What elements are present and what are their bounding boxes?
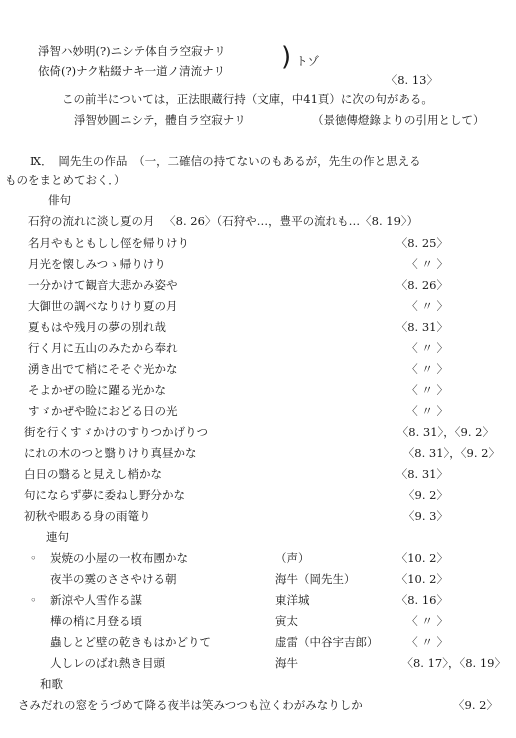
renku-date-2: 〈10. 2〉 [395, 572, 448, 586]
renku-mark: ◦ [30, 593, 37, 607]
haiku-text: 名月やもとも [28, 236, 97, 250]
renku-author-4: 寅太 [275, 614, 298, 628]
haiku-date-10: 〈 〃 〉 [406, 404, 448, 418]
intro-date: 〈8. 13〉 [385, 73, 438, 87]
renku-author-2: 海牛（岡先生） [275, 572, 356, 586]
renku-date-1: 〈10. 2〉 [395, 551, 448, 565]
intro-line-2: 依倚(?)ナク粘綴ナキ一道ノ清流ナリ [38, 64, 226, 78]
haiku-heading: 俳句 [48, 193, 71, 207]
waka-text: さみだれの窓をうづめて降る夜半は笑みつつも泣くわがみなりしか [18, 698, 363, 712]
intro-toso: トゾ [296, 54, 319, 68]
haiku-date-13: 〈8. 31〉 [395, 467, 448, 481]
haiku-2 [28, 236, 189, 250]
waka-heading: 和歌 [40, 677, 63, 691]
haiku-date-14: 〈9. 2〉 [403, 488, 448, 502]
haiku-date-12: 〈8. 31〉，〈9. 2〉 [402, 446, 500, 460]
renku-1: 炭焼の小屋の一枚布圑かな [50, 551, 188, 565]
renku-3: 新涼や人雪作る謀 [50, 593, 142, 607]
haiku-text-part: しし [97, 236, 120, 250]
haiku-date-2: 〈8. 25〉 [395, 236, 448, 250]
waka-date: 〈9. 2〉 [453, 698, 498, 712]
intro-note: この前半については，正法眼蔵行持（文庫，中41頁）に次の句がある。 [62, 92, 433, 106]
renku-author-1: （声） [275, 551, 310, 565]
haiku-7: 行く月に五山のみたから奉れ [28, 341, 178, 355]
renku-mark: ◦ [30, 551, 37, 565]
haiku-14: 句にならず夢に委ねし野分かな [24, 488, 185, 502]
section-heading: Ⅸ． 岡先生の作品 （一，二確信の持てないのもあるが，先生の作と思える [30, 154, 421, 168]
renku-author-5: 虚雷（中谷宇吉郎） [275, 635, 379, 649]
haiku-text: 石狩の流れに淡し夏の月 [28, 214, 155, 228]
haiku-11: 街を行くすゞかけのすりつかげりつ [24, 425, 208, 439]
renku-date-3: 〈8. 16〉 [395, 593, 448, 607]
intro-brace: ) [281, 42, 292, 72]
haiku-10: すゞかぜや睑におどる日の光 [28, 404, 178, 418]
renku-5: 蟲しとど壁の乾きもはかどりて [50, 635, 211, 649]
haiku-13: 白日の翳ると見えし梢かな [24, 467, 162, 481]
renku-date-4: 〈 〃 〉 [406, 614, 448, 628]
haiku-date-6: 〈8. 31〉 [395, 320, 448, 334]
renku-author-6: 海牛 [275, 656, 298, 670]
haiku-date-3: 〈 〃 〉 [406, 257, 448, 271]
haiku-date: 〈8. 26〉（石狩や…，豊平の流れも…〈8. 19〉） [164, 214, 419, 228]
haiku-9: そよかぜの睑に躍る光かな [28, 383, 166, 397]
haiku-15: 初秋や暇ある身の雨篭り [24, 509, 151, 523]
renku-author-3: 東洋城 [275, 593, 310, 607]
haiku-12: にれの木のつと翳りけり真昼かな [24, 446, 197, 460]
intro-quote-source: （景徳傳燈錄よりの引用として） [312, 113, 485, 127]
haiku-5: 大御世の調べなりけり夏の月 [28, 299, 178, 313]
section-heading-cont: ものをまとめておく．） [5, 173, 126, 187]
renku-date-6: 〈8. 17〉，〈8. 19〉 [401, 656, 506, 670]
renku-date-5: 〈 〃 〉 [406, 635, 448, 649]
haiku-date-8: 〈 〃 〉 [406, 362, 448, 376]
haiku-text-part: 俓を帰りけり [120, 236, 189, 250]
haiku-3: 月光を懐しみつゝ帰りけり [28, 257, 166, 271]
renku-heading: 連句 [46, 530, 69, 544]
haiku-4: 一分かけて観音大悲かみ姿や [28, 278, 178, 292]
haiku-date-5: 〈 〃 〉 [406, 299, 448, 313]
haiku-date-9: 〈 〃 〉 [406, 383, 448, 397]
haiku-6: 夏もはや残月の夢の別れ哉 [28, 320, 166, 334]
intro-line-1: 淨智ハ妙明(?)ニシテ体自ラ空寂ナリ [38, 44, 226, 58]
haiku-1 [28, 214, 418, 228]
renku-6: 人しレのばれ熱き目頭 [50, 656, 165, 670]
haiku-date-7: 〈 〃 〉 [406, 341, 448, 355]
renku-2: 夜半の霙のささやける朝 [50, 572, 177, 586]
renku-4: 樺の梢に月登る頃 [50, 614, 142, 628]
haiku-8: 湧き出でて梢にそそぐ光かな [28, 362, 178, 376]
intro-quote: 淨智妙圓ニシテ，體自ラ空寂ナリ [74, 113, 246, 127]
haiku-date-15: 〈9. 3〉 [403, 509, 448, 523]
haiku-date-4: 〈8. 26〉 [395, 278, 448, 292]
haiku-date-11: 〈8. 31〉，〈9. 2〉 [396, 425, 494, 439]
